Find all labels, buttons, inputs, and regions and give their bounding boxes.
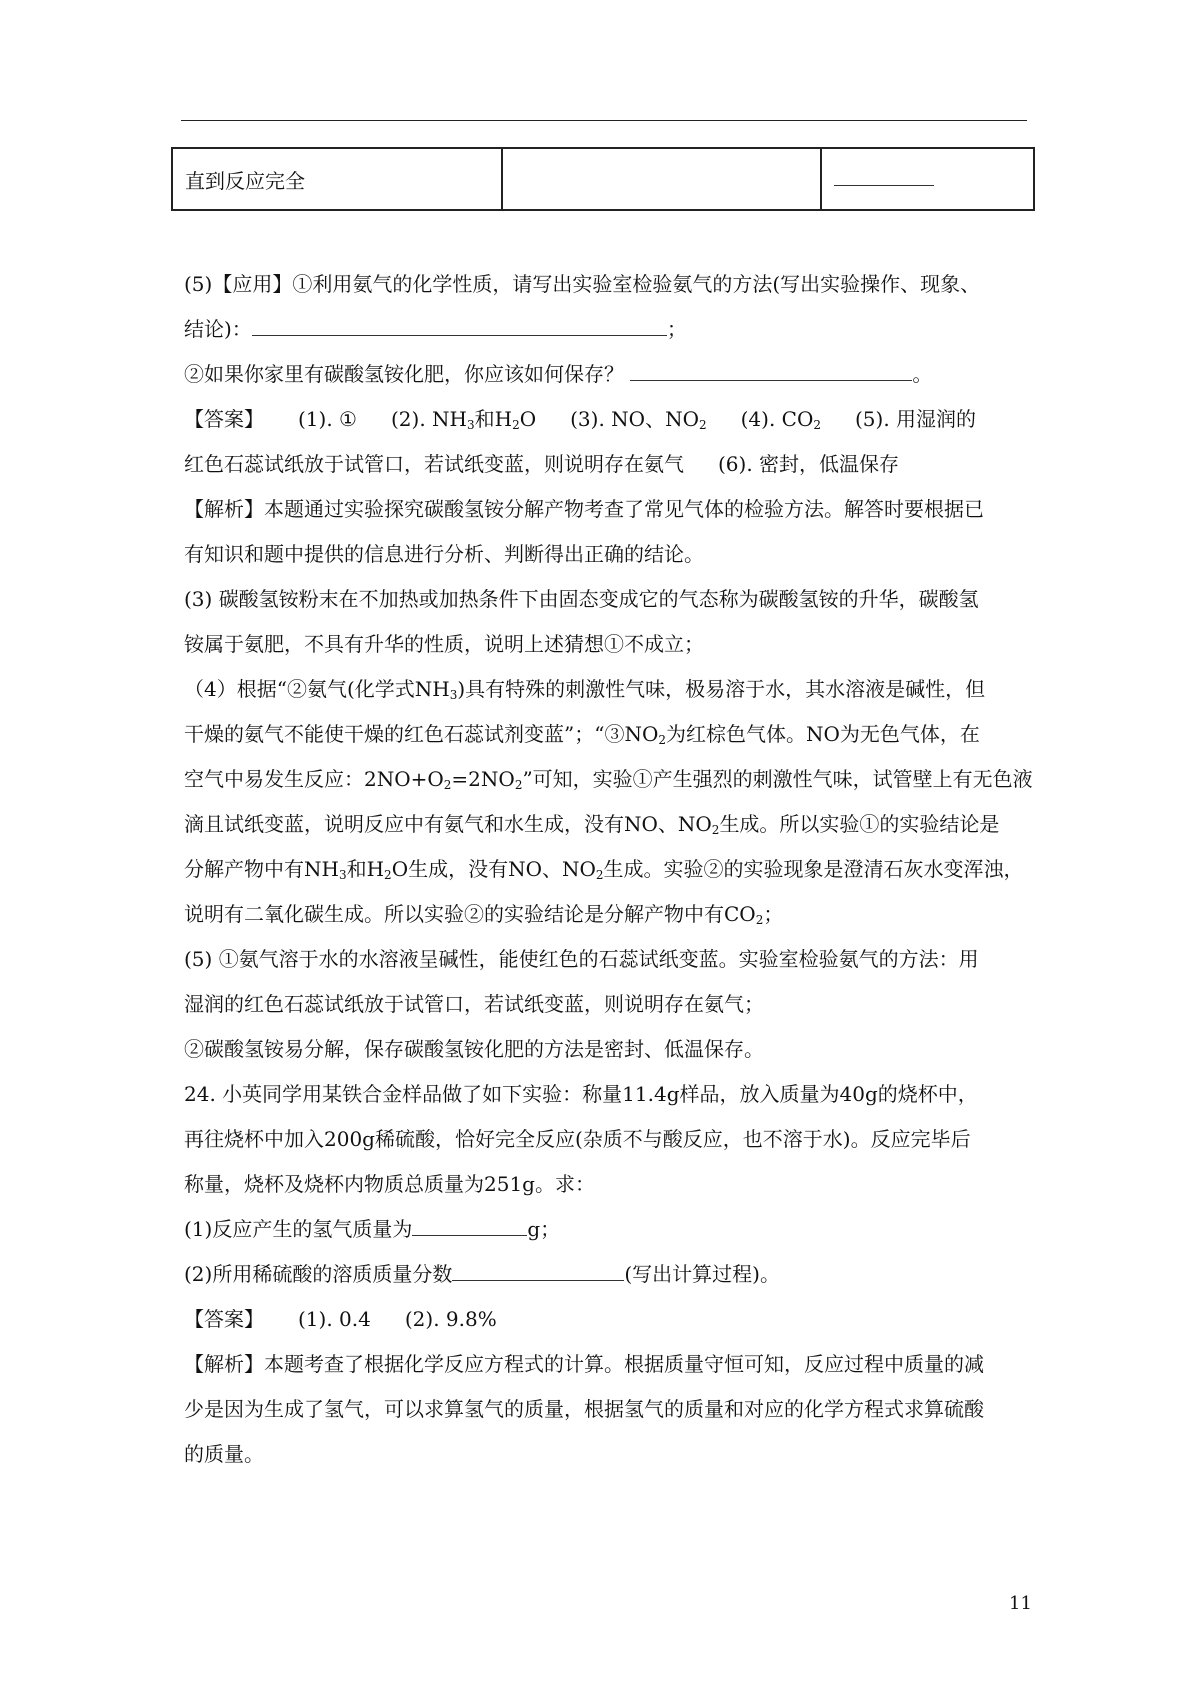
text-line [184,667,1026,712]
text: (2). 9.8% [404,1307,497,1331]
text-line: (5) ①氨气溶于水的水溶液呈碱性，能使红色的石蕊试纸变蓝。实验室检验氨气的方法：用 [184,947,979,971]
table-cell-phenomenon [502,148,822,210]
text-line: (3) 碳酸氢铵粉末在不加热或加热条件下由固态变成它的气态称为碳酸氢铵的升华，碳酸氢 [184,587,979,611]
answer-blank [452,1260,624,1281]
question-line [184,1207,1026,1252]
text: (3). NO、NO [570,407,699,431]
header-rule [181,120,1027,121]
text-line [184,892,1026,937]
text: (1)反应产生的氢气质量为 [184,1217,413,1241]
text: 说明有二氧化碳生成。所以实验②的实验结论是分解产物中有CO [184,902,756,926]
text: (1). ① [298,407,357,431]
question-line [184,1252,1026,1297]
question-line: 24. 小英同学用某铁合金样品做了如下实验：称量11.4g样品，放入质量为40g的烧杯中， [184,1082,978,1106]
text: =2NO [451,767,515,791]
subscript: 3 [466,418,475,432]
text: 干燥的氨气不能使干燥的红色石蕊试剂变蓝”；“③NO [184,722,659,746]
text-line: 铵属于氨肥，不具有升华的性质，说明上述猜想①不成立； [184,632,704,656]
text: 分解产物中有NH [184,857,339,881]
text: (1). 0.4 [298,1307,371,1331]
text: 和H [346,857,385,881]
text: 和H [474,407,513,431]
text: ②如果你家里有碳酸氢铵化肥，你应该如何保存？ [184,362,624,386]
text-line [184,757,1033,802]
question-line: 再往烧杯中加入200g稀硫酸，恰好完全反应(杂质不与酸反应，也不溶于水)。反应完毕后 [184,1127,971,1151]
text-line: 湿润的红色石蕊试纸放于试管口，若试纸变蓝，则说明存在氨气； [184,992,764,1016]
text-line: 【解析】本题通过实验探究碳酸氢铵分解产物考查了常见气体的检验方法。解答时要根据已 [184,497,984,521]
text-line: 有知识和题中提供的信息进行分析、判断得出正确的结论。 [184,542,704,566]
text: （4）根据“②氨气(化学式NH [184,677,450,701]
text: g； [527,1217,561,1241]
text: 生成。实验②的实验现象是澄清石灰水变浑浊， [603,857,1024,881]
question-line: 称量，烧杯及烧杯内物质总质量为251g。求： [184,1172,595,1196]
answer-label: 【答案】 [184,1307,264,1331]
text: )具有特殊的刺激性气味，极易溶于水，其水溶液是碱性，但 [457,677,986,701]
answer-blank [630,360,912,381]
text: (5). 用湿润的 [855,407,977,431]
conclusion-blank [834,184,934,186]
text-line [184,847,1026,892]
text: 为红棕色气体。NO为无色气体，在 [666,722,980,746]
subscript: 2 [443,778,452,792]
text: ； [763,902,784,926]
text-line [184,802,1026,847]
document-body [184,262,1033,1477]
text: 空气中易发生反应：2NO+O [184,767,444,791]
subscript: 3 [449,688,458,702]
subscript: 2 [595,868,604,882]
text-line: 少是因为生成了氢气，可以求算氢气的质量，根据氢气的质量和对应的化学方程式求算硫酸 [184,1397,984,1421]
page-number: 11 [1009,1593,1032,1614]
text: 红色石蕊试纸放于试管口，若试纸变蓝，则说明存在氨气 [184,452,684,476]
text: (4). CO [740,407,814,431]
text: (6). 密封，低温保存 [718,452,900,476]
text-line: 【解析】本题考查了根据化学反应方程式的计算。根据质量守恒可知，反应过程中质量的减 [184,1352,984,1376]
text-line: ②碳酸氢铵易分解，保存碳酸氢铵化肥的方法是密封、低温保存。 [184,1037,764,1061]
text-line [184,712,1026,757]
subscript: 2 [384,868,392,882]
text: 结论)： [184,317,252,341]
subscript: 2 [698,418,707,432]
text-line: 的质量。 [184,1442,264,1466]
text-line [184,352,1026,397]
text: 生成。所以实验①的实验结论是 [719,812,1000,836]
text: 滴且试纸变蓝，说明反应中有氨气和水生成，没有NO、NO [184,812,712,836]
text-line: (5)【应用】①利用氨气的化学性质，请写出实验室检验氨气的方法(写出实验操作、现象、 [184,272,981,296]
text: (写出计算过程)。 [624,1262,780,1286]
subscript: 2 [711,823,720,837]
answer-blank [252,315,667,336]
answer-line [184,1297,1026,1342]
subscript: 2 [658,733,666,747]
answer-line [184,397,1026,442]
text: O生成，没有NO、NO [391,857,596,881]
subscript: 2 [813,418,821,432]
table-row [172,148,1034,210]
experiment-table [171,147,1035,211]
subscript: 2 [512,418,520,432]
text: O [519,407,537,431]
answer-label: 【答案】 [184,407,264,431]
answer-line [184,442,1026,487]
table-cell-operation: 直到反应完全 [172,148,502,210]
text-line [184,307,1026,352]
answer-blank [412,1215,527,1236]
subscript: 3 [338,868,347,882]
text: (2)所用稀硫酸的溶质质量分数 [184,1262,453,1286]
table-cell-conclusion [821,148,1034,210]
subscript: 2 [514,778,523,792]
text: ”可知，实验①产生强烈的刺激性气味，试管壁上有无色液 [522,767,1033,791]
text: 。 [912,362,933,386]
text: (2). NH [390,407,467,431]
subscript: 2 [755,913,764,927]
text: ； [666,317,687,341]
